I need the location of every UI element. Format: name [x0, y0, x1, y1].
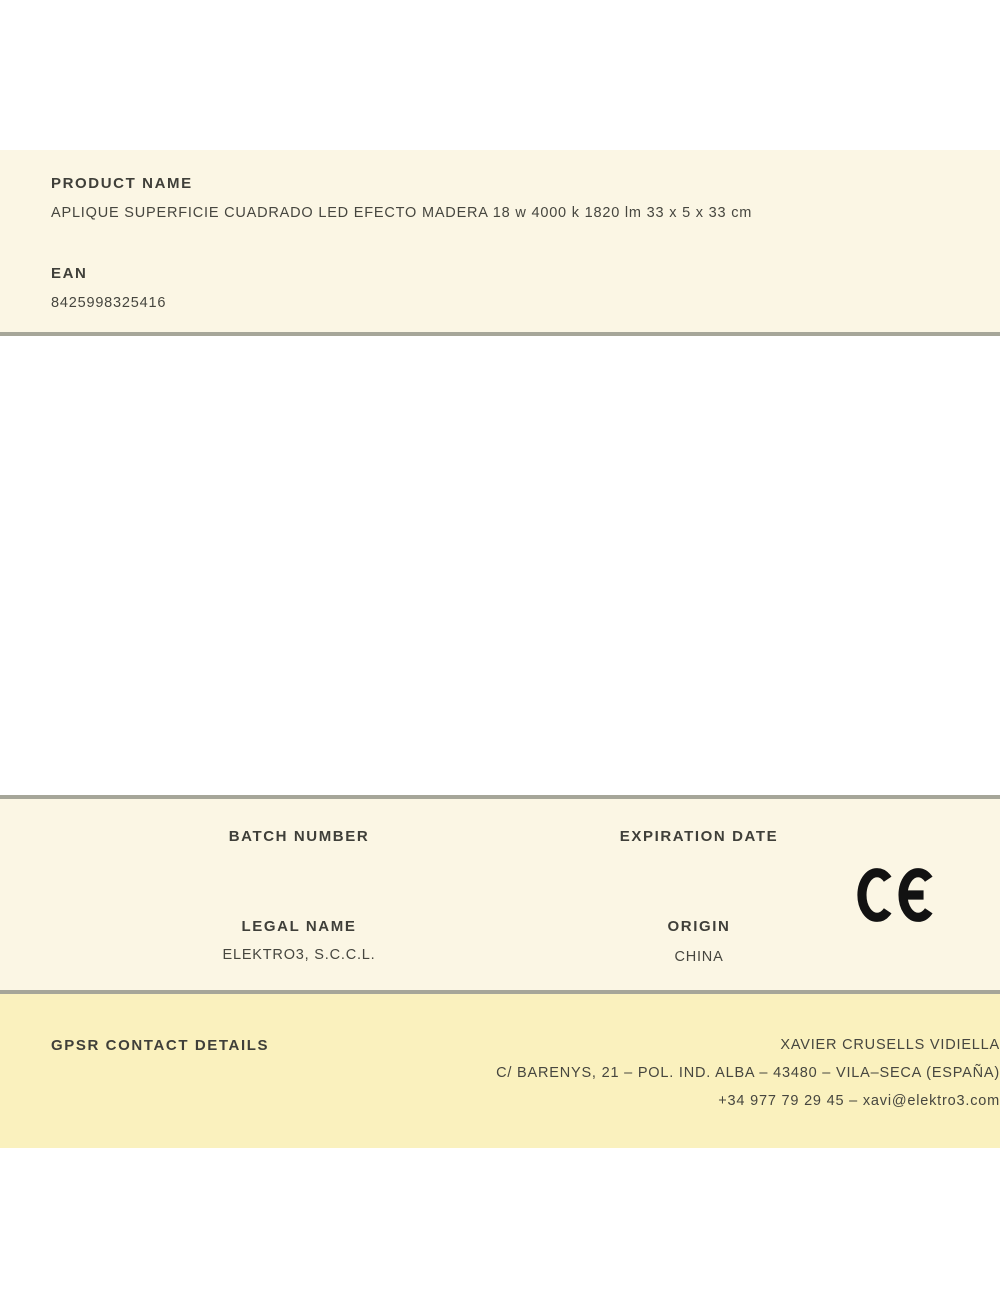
origin-label: ORIGIN: [667, 918, 731, 935]
product-section: [0, 150, 1000, 336]
expiration-date-label: EXPIRATION DATE: [619, 828, 779, 845]
origin-value: CHINA: [674, 949, 724, 965]
product-name-label: PRODUCT NAME: [51, 175, 193, 192]
gpsr-contact-phone-email: +34 977 79 29 45 – xavi@elektro3.com: [718, 1093, 1000, 1109]
batch-section: [0, 795, 1000, 990]
ce-mark-icon: [856, 863, 940, 927]
gpsr-contact-details-label: GPSR CONTACT DETAILS: [51, 1037, 270, 1054]
batch-number-label: BATCH NUMBER: [228, 828, 370, 845]
legal-name-label: LEGAL NAME: [241, 918, 357, 935]
gpsr-section: [0, 990, 1000, 1148]
product-name-value: APLIQUE SUPERFICIE CUADRADO LED EFECTO MADERA 18 w 4000 k 1820 lm 33 x 5 x 33 cm: [51, 205, 753, 221]
gpsr-contact-address: C/ BARENYS, 21 – POL. IND. ALBA – 43480 – VILA–SECA (ESPAÑA): [496, 1065, 1000, 1081]
ean-label: EAN: [51, 265, 88, 282]
ean-value: 8425998325416: [51, 295, 167, 311]
gpsr-contact-name: XAVIER CRUSELLS VIDIELLA: [780, 1037, 1000, 1053]
legal-name-value: ELEKTRO3, S.C.C.L.: [222, 947, 376, 963]
